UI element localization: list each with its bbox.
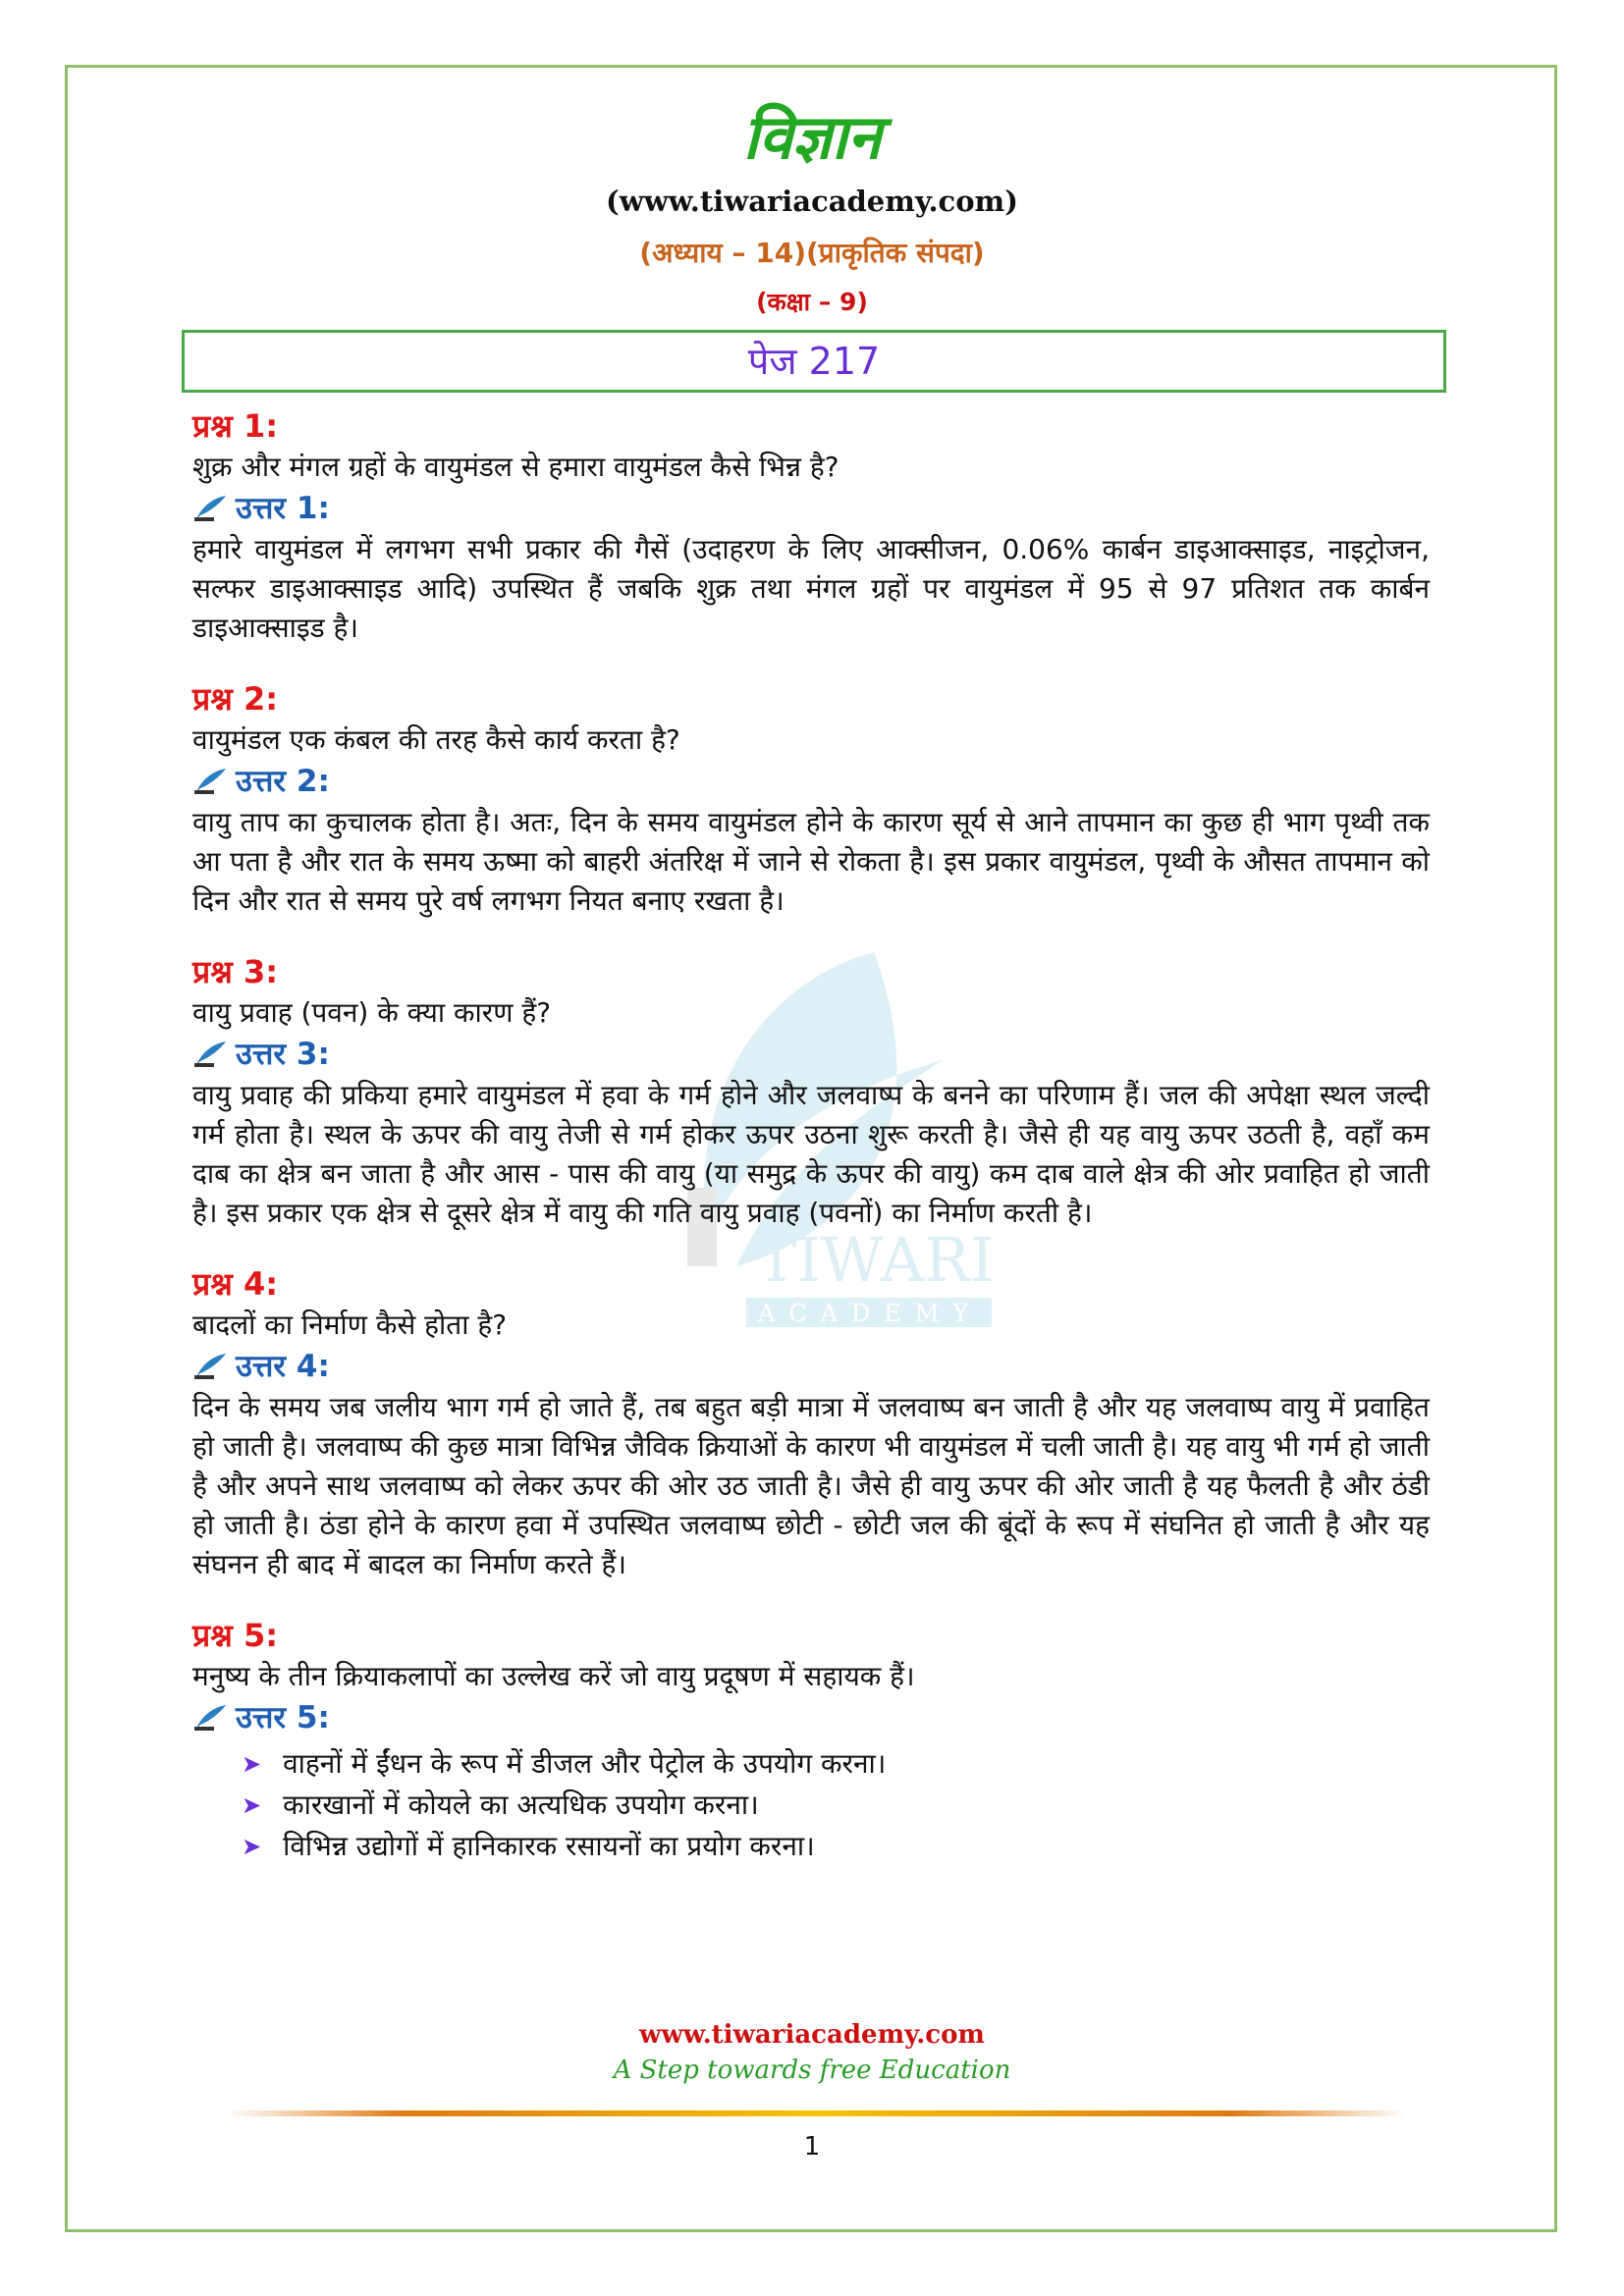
answer-bullet-list: [192, 1743, 1430, 1867]
answer-label-row: [192, 487, 1430, 530]
question-text: मनुष्य के तीन क्रियाकलापों का उल्लेख करें जो वायु प्रदूषण में सहायक हैं।: [192, 1660, 915, 1692]
bullet-text: वाहनों में ईंधन के रूप में डीजल और पेट्रोल के उपयोग करना।: [283, 1747, 887, 1780]
watermark-subtext: ACADEMY: [758, 1300, 983, 1327]
answer-label: उत्तर 2:: [236, 764, 330, 799]
list-item: [242, 1743, 1430, 1785]
arrow-bullet-icon: ➤: [242, 1791, 262, 1819]
question-label: प्रश्न 4:: [192, 1265, 279, 1303]
document-footer: [0, 2020, 1624, 2085]
question-label: प्रश्न 5:: [192, 1617, 279, 1654]
question-text: वायु प्रवाह (पवन) के क्या कारण हैं?: [192, 996, 552, 1029]
question-label: प्रश्न 3:: [192, 953, 279, 990]
answer-text: वायु ताप का कुचालक होता है। अतः, दिन के समय वायुमंडल होने के कारण सूर्य से आने तापमान का कुछ ही भाग पृथ्वी तक आ पता है और रात के समय ऊष्मा को बाहरी अंतरिक्ष में जाने से रोकता है। इस प्रकार वायुमंडल, पृथ्वी के औसत तापमान को दिन और रात से समय पुरे वर्ष लगभग नियत बनाए रखता है।: [192, 806, 1430, 917]
page-number: 1: [803, 2132, 821, 2162]
arrow-bullet-icon: ➤: [242, 1833, 262, 1860]
question-answer-list: [192, 404, 1430, 1896]
subject-title: विज्ञान: [742, 101, 882, 173]
chapter-title: (अध्याय – 14)(प्राकृतिक संपदा): [639, 237, 985, 269]
question-text: वायुमंडल एक कंबल की तरह कैसे कार्य करता है?: [192, 723, 680, 756]
bullet-text: कारखानों में कोयले का अत्यधिक उपयोग करना।: [283, 1789, 759, 1821]
qa-block-5: [192, 1614, 1430, 1867]
grade-label: (कक्षा – 9): [756, 288, 868, 316]
answer-label: उत्तर 1:: [236, 491, 330, 526]
answer-text: दिन के समय जब जलीय भाग गर्म हो जाते हैं, तब बहुत बड़ी मात्रा में जलवाष्प बन जाती है और यह जलवाष्प वायु में प्रवाहित हो जाती है। जलवाष्प की कुछ मात्रा विभिन्न जैविक क्रियाओं के कारण भी वायुमंडल में चली जाती है। यह वायु भी गर्म हो जाती है और अपने साथ जलवाष्प को लेकर ऊपर की ओर उठ जाती है। जैसे ही वायु ऊपर की ओर जाती है यह फैलती है और ठंडी हो जाती है। ठंडा होने के कारण हवा में उपस्थित जलवाष्प छोटी - छोटी जल की बूंदों के रूप में संघनित हो जाती है और यह संघनन ही बाद में बादल का निर्माण करते हैं।: [192, 1391, 1430, 1580]
question-label: प्रश्न 2:: [192, 680, 279, 718]
header-website: (www.tiwariacademy.com): [606, 185, 1018, 218]
footer-divider: [228, 2110, 1406, 2116]
question-label: प्रश्न 1:: [192, 407, 279, 445]
answer-label: उत्तर 5:: [236, 1700, 330, 1735]
document-header: [0, 98, 1624, 318]
quill-icon: [192, 767, 230, 796]
qa-block-4: [192, 1262, 1430, 1584]
answer-label-row: [192, 1696, 1430, 1739]
quill-icon: [192, 1703, 230, 1733]
watermark-text: TIWARI: [756, 1224, 995, 1296]
qa-block-3: [192, 950, 1430, 1233]
quill-icon: [192, 1352, 230, 1381]
question-text: शुक्र और मंगल ग्रहों के वायुमंडल से हमारा वायुमंडल कैसे भिन्न है?: [192, 451, 839, 483]
answer-text: हमारे वायुमंडल में लगभग सभी प्रकार की गैसें (उदाहरण के लिए आक्सीजन, 0.06% कार्बन डाइआक्साइड, नाइट्रोजन, सल्फर डाइआक्साइड आदि) उपस्थित हैं जबकि शुक्र तथा मंगल ग्रहों पर वायुमंडल में 95 से 97 प्रतिशत तक कार्बन डाइआक्साइड है।: [192, 533, 1430, 644]
bullet-text: विभिन्न उद्योगों में हानिकारक रसायनों का प्रयोग करना।: [283, 1830, 815, 1862]
footer-tagline: A Step towards free Education: [613, 2056, 1011, 2085]
list-item: [242, 1826, 1430, 1867]
page-number-box: पेज 217: [182, 330, 1446, 393]
qa-block-2: [192, 677, 1430, 921]
question-text: बादलों का निर्माण कैसे होता है?: [192, 1308, 508, 1341]
footer-website: www.tiwariacademy.com: [639, 2020, 985, 2050]
answer-label: उत्तर 4:: [236, 1349, 330, 1384]
answer-text: वायु प्रवाह की प्रकिया हमारे वायुमंडल में हवा के गर्म होने और जलवाष्प के बनने का परिणाम हैं। जल की अपेक्षा स्थल जल्दी गर्म होता है। स्थल के ऊपर की वायु तेजी से गर्म होकर ऊपर उठना शुरू करती है। जैसे ही यह वायु ऊपर उठती है, वहाँ कम दाब का क्षेत्र बन जाता है और आस - पास की वायु (या समुद्र के ऊपर की वायु) कम दाब वाले क्षेत्र की ओर प्रवाहित हो जाती है। इस प्रकार एक क्षेत्र से दूसरे क्षेत्र में वायु की गति वायु प्रवाह (पवनों) का निर्माण करती है।: [192, 1079, 1430, 1229]
quill-icon: [192, 494, 230, 523]
list-item: [242, 1785, 1430, 1826]
arrow-bullet-icon: ➤: [242, 1750, 262, 1778]
quill-icon: [192, 1040, 230, 1069]
answer-label-row: [192, 1345, 1430, 1388]
answer-label: उत्तर 3:: [236, 1037, 330, 1072]
answer-label-row: [192, 760, 1430, 803]
answer-label-row: [192, 1033, 1430, 1076]
qa-block-1: [192, 404, 1430, 648]
